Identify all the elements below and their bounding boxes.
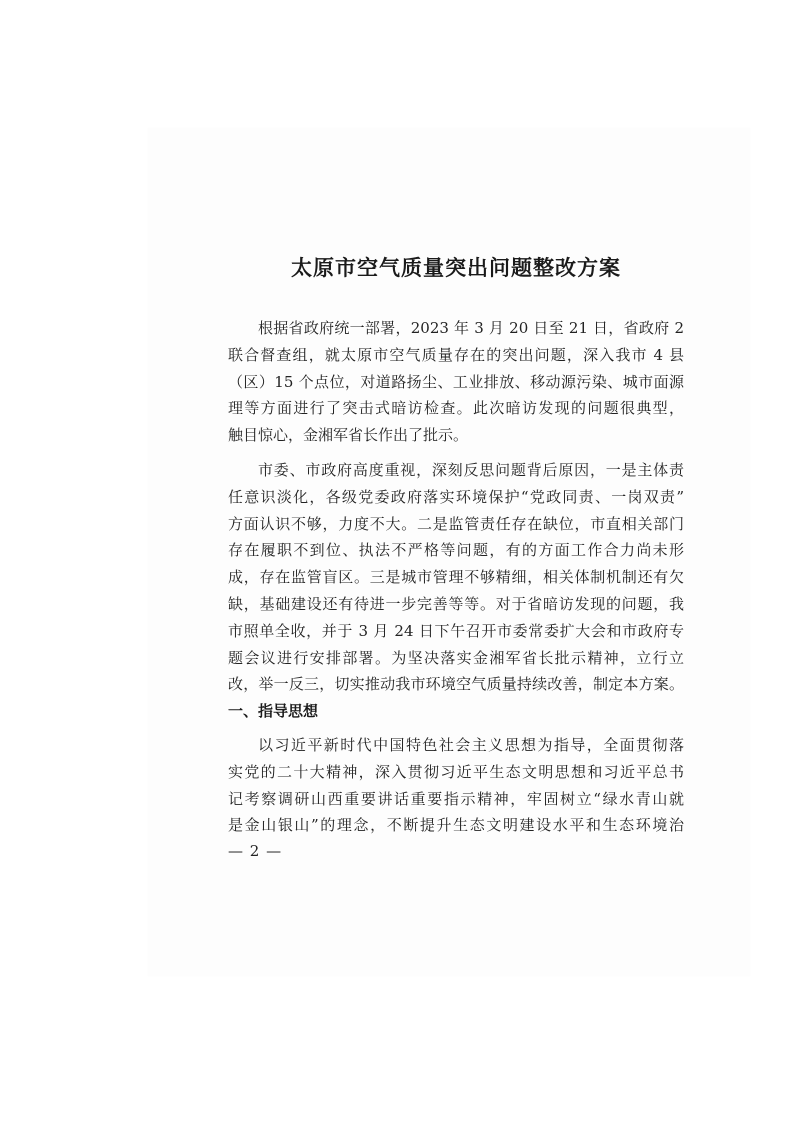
text-line: 成，存在监管盲区。三是城市管理不够精细，相关体制机制还有欠 bbox=[228, 568, 684, 587]
text-line: 实党的二十大精神，深入贯彻习近平生态文明思想和习近平总书 bbox=[228, 762, 684, 781]
text-line: 是金山银山”的理念，不断提升生态文明建设水平和生态环境治 bbox=[228, 816, 684, 835]
text-line: 以习近平新时代中国特色社会主义思想为指导，全面贯彻落 bbox=[258, 735, 684, 754]
text-line: 缺，基础建设还有待进一步完善等等。对于省暗访发现的问题，我 bbox=[228, 594, 684, 613]
text-line: 存在履职不到位、执法不严格等问题，有的方面工作合力尚未形 bbox=[228, 541, 684, 560]
document-body bbox=[228, 315, 684, 865]
text-line: 联合督查组，就太原市空气质量存在的突出问题，深入我市 4 县 bbox=[228, 345, 684, 364]
text-line: 方面认识不够，力度不大。二是监管责任存在缺位，市直相关部门 bbox=[228, 514, 684, 533]
text-line: 市委、市政府高度重视，深刻反思问题背后原因，一是主体责 bbox=[258, 460, 684, 479]
text-line: 根据省政府统一部署，2023 年 3 月 20 日至 21 日，省政府 2 bbox=[258, 319, 684, 337]
document-title: 太原市空气质量突出问题整改方案 bbox=[291, 255, 621, 280]
page-number: — 2 — bbox=[228, 842, 283, 861]
text-line: 改，举一反三，切实推动我市环境空气质量持续改善，制定本方案。 bbox=[228, 675, 684, 694]
section-heading: 一、指导思想 bbox=[228, 702, 319, 721]
text-line: 记考察调研山西重要讲话重要指示精神，牢固树立“绿水青山就 bbox=[228, 789, 684, 808]
paragraph-guiding-thought bbox=[228, 732, 684, 839]
text-line: 理等方面进行了突击式暗访检查。此次暗访发现的问题很典型， bbox=[228, 399, 684, 418]
paragraph-analysis bbox=[228, 457, 684, 698]
text-line: 市照单全收，并于 3 月 24 日下午召开市委常委扩大会和市政府专 bbox=[228, 621, 684, 640]
text-line: （区）15 个点位，对道路扬尘、工业排放、移动源污染、城市面源 bbox=[228, 372, 684, 391]
paragraph-intro bbox=[228, 315, 684, 449]
text-line: 题会议进行安排部署。为坚决落实金湘军省长批示精神，立行立 bbox=[228, 648, 684, 667]
text-line: 任意识淡化，各级党委政府落实环境保护“党政同责、一岗双责” bbox=[228, 487, 684, 506]
text-line: 触目惊心，金湘军省长作出了批示。 bbox=[228, 426, 469, 445]
